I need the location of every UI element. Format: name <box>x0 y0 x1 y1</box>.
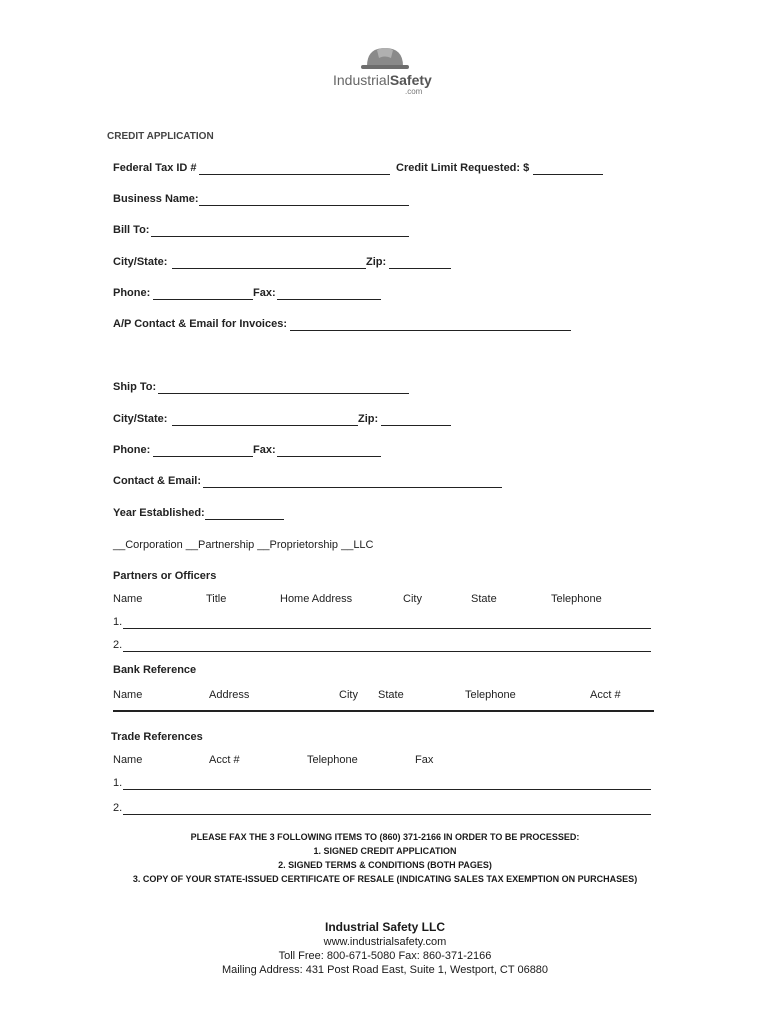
trade-references-heading: Trade References <box>111 731 203 743</box>
ship-to-field[interactable] <box>158 393 409 394</box>
bill-phone-label: Phone: <box>113 287 151 299</box>
ship-city-state-label: City/State: <box>113 413 168 425</box>
partners-row-2-field[interactable] <box>123 651 651 652</box>
bank-col-state: State <box>378 689 404 701</box>
ship-zip-label: Zip: <box>358 413 379 425</box>
ship-city-state-field[interactable] <box>172 425 358 426</box>
instructions-line-4: 3. COPY OF YOUR STATE-ISSUED CERTIFICATE OF RESALE (INDICATING SALES TAX EXEMPTION ON PURCHASES) <box>132 874 638 884</box>
ship-phone-label: Phone: <box>113 444 151 456</box>
ship-phone-field[interactable] <box>153 456 253 457</box>
trade-row-2-field[interactable] <box>123 814 651 815</box>
instructions-line-3: 2. SIGNED TERMS & CONDITIONS (BOTH PAGES) <box>278 860 492 870</box>
form-title: CREDIT APPLICATION <box>107 131 214 142</box>
bill-city-state-label: City/State: <box>113 256 168 268</box>
logo-brand-light: Industrial <box>333 72 390 88</box>
bill-fax-field[interactable] <box>277 299 381 300</box>
bill-phone-field[interactable] <box>153 299 253 300</box>
year-established-label: Year Established: <box>113 507 205 519</box>
ship-zip-field[interactable] <box>381 425 451 426</box>
bill-to-label: Bill To: <box>113 224 150 236</box>
logo-domain: .com <box>405 87 423 96</box>
ship-to-label: Ship To: <box>113 381 157 393</box>
trade-col-acct: Acct # <box>209 754 240 766</box>
business-name-label: Business Name: <box>113 193 199 205</box>
footer-address: Mailing Address: 431 Post Road East, Suite 1, Westport, CT 06880 <box>221 964 549 976</box>
credit-limit-label: Credit Limit Requested: $ <box>396 162 530 174</box>
bill-to-field[interactable] <box>151 236 409 237</box>
instructions-line-2: 1. SIGNED CREDIT APPLICATION <box>313 846 457 856</box>
year-established-field[interactable] <box>205 519 284 520</box>
partners-col-state: State <box>471 593 497 605</box>
contact-email-label: Contact & Email: <box>113 475 202 487</box>
trade-row-2-label: 2. <box>113 802 123 814</box>
ship-fax-label: Fax: <box>253 444 276 456</box>
partners-col-name: Name <box>113 593 143 605</box>
bank-reference-heading: Bank Reference <box>113 664 197 676</box>
trade-col-name: Name <box>113 754 143 766</box>
trade-col-fax: Fax <box>415 754 434 766</box>
logo-brand-bold: Safety <box>389 72 432 88</box>
trade-row-1-field[interactable] <box>123 789 651 790</box>
trade-row-1-label: 1. <box>113 777 123 789</box>
federal-tax-id-field[interactable] <box>199 174 390 175</box>
hard-hat-icon <box>333 44 443 74</box>
footer-website[interactable]: www.industrialsafety.com <box>323 936 447 948</box>
ap-contact-field[interactable] <box>290 330 571 331</box>
footer-company-name: Industrial Safety LLC <box>324 920 446 934</box>
federal-tax-id-label: Federal Tax ID # <box>113 162 197 174</box>
bank-col-address: Address <box>209 689 250 701</box>
ship-fax-field[interactable] <box>277 456 381 457</box>
bank-col-telephone: Telephone <box>465 689 516 701</box>
bank-col-city: City <box>339 689 358 701</box>
entity-type-options[interactable]: __Corporation __Partnership __Proprietorship __LLC <box>113 539 374 551</box>
bank-col-name: Name <box>113 689 143 701</box>
partners-row-1-field[interactable] <box>123 628 651 629</box>
ap-contact-label: A/P Contact & Email for Invoices: <box>113 318 288 330</box>
bank-reference-field[interactable] <box>113 710 654 712</box>
bank-col-acct: Acct # <box>590 689 621 701</box>
bill-zip-label: Zip: <box>366 256 387 268</box>
partners-row-1-label: 1. <box>113 616 123 628</box>
partners-col-telephone: Telephone <box>551 593 602 605</box>
trade-col-telephone: Telephone <box>307 754 358 766</box>
footer-phones: Toll Free: 800-671-5080 Fax: 860-371-2166 <box>278 950 492 962</box>
partners-row-2-label: 2. <box>113 639 123 651</box>
partners-heading: Partners or Officers <box>113 570 217 582</box>
partners-col-title: Title <box>206 593 227 605</box>
partners-col-home-address: Home Address <box>280 593 353 605</box>
partners-col-city: City <box>403 593 422 605</box>
company-logo <box>333 44 443 100</box>
credit-limit-field[interactable] <box>533 174 603 175</box>
instructions-line-1: PLEASE FAX THE 3 FOLLOWING ITEMS TO (860) 371-2166 IN ORDER TO BE PROCESSED: <box>190 832 580 842</box>
bill-city-state-field[interactable] <box>172 268 366 269</box>
contact-email-field[interactable] <box>203 487 502 488</box>
bill-zip-field[interactable] <box>389 268 451 269</box>
bill-fax-label: Fax: <box>253 287 276 299</box>
business-name-field[interactable] <box>199 205 409 206</box>
